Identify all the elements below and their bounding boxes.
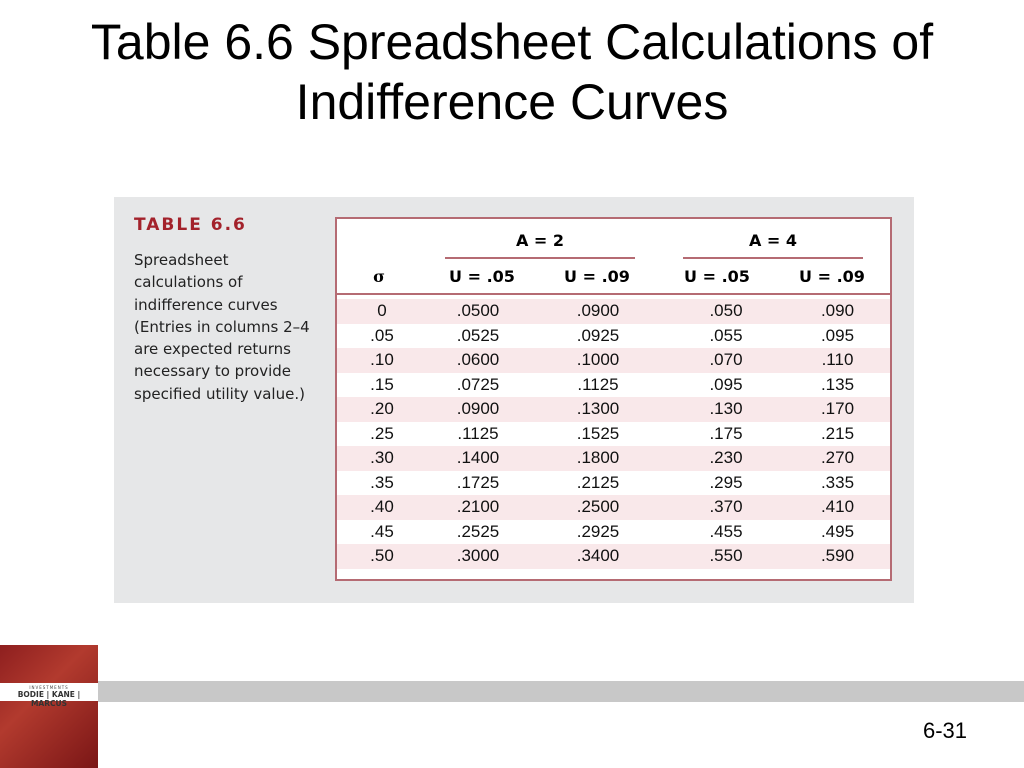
table-cell: .230 [709, 448, 743, 468]
table-cell: .270 [820, 448, 855, 468]
table-label: TABLE 6.6 [134, 215, 247, 235]
slide-title [0, 12, 1024, 132]
table-cell: .0600 [456, 350, 500, 370]
table-cell: .0725 [456, 374, 500, 394]
table-cell: .3400 [576, 546, 620, 566]
table-cell: .1800 [576, 448, 620, 468]
table-cell: 0 [377, 301, 387, 321]
table-cell: .15 [370, 374, 394, 394]
column-header-a4-u09: U = .09 [799, 267, 865, 286]
table-cell: .30 [370, 448, 394, 468]
table-cell: .175 [709, 423, 743, 443]
table-body [337, 299, 890, 569]
table-cell: .335 [820, 472, 855, 492]
table-cell: .090 [820, 301, 855, 321]
table-cell: .3000 [456, 546, 500, 566]
table-cell: .40 [370, 497, 394, 517]
column-header-a4-u05: U = .05 [684, 267, 750, 286]
table-cell: .0900 [456, 399, 500, 419]
table-cell: .590 [820, 546, 855, 566]
table-cell: .10 [370, 350, 394, 370]
table-row [337, 422, 890, 447]
table-figure [114, 197, 914, 603]
table-row [337, 544, 890, 569]
logo-authors: BODIE | KANE | MARCUS [17, 690, 81, 708]
table-row [337, 471, 890, 496]
table-cell: .2525 [456, 521, 500, 541]
table-cell: .1125 [457, 423, 499, 443]
footer-bar [98, 681, 1024, 702]
table-cell: .05 [370, 325, 394, 345]
table-cell: .050 [709, 301, 743, 321]
table-cell: .1000 [576, 350, 620, 370]
table-cell: .455 [709, 521, 743, 541]
table-cell: .170 [820, 399, 855, 419]
table-cell: .2500 [576, 497, 620, 517]
slide-title-line-2: Indifference Curves [295, 74, 729, 130]
table-cell: .550 [709, 546, 743, 566]
table-cell: .295 [709, 472, 743, 492]
table-cell: .0500 [456, 301, 500, 321]
table-row [337, 348, 890, 373]
table-cell: .45 [370, 521, 394, 541]
table-cell: .50 [370, 546, 394, 566]
table-cell: .2125 [576, 472, 620, 492]
logo-band [0, 683, 98, 708]
header-rule [337, 293, 890, 295]
table-cell: .215 [820, 423, 855, 443]
book-logo [0, 645, 98, 768]
table-caption-text: Spreadsheet calculations of indifference curves (Entries in columns 2–4 are expected returns necessary to provide specified utility value.) [134, 251, 310, 403]
table-row [337, 373, 890, 398]
column-header-a2-u05: U = .05 [449, 267, 515, 286]
table-cell: .20 [370, 399, 394, 419]
table-row [337, 324, 890, 349]
data-table [335, 217, 892, 581]
table-cell: .1525 [576, 423, 620, 443]
slide-title-line-1: Table 6.6 Spreadsheet Calculations of [90, 14, 934, 70]
table-cell: .095 [709, 374, 743, 394]
column-header-a2-u09: U = .09 [564, 267, 630, 286]
table-row [337, 446, 890, 471]
group-header-a4: A = 4 [683, 231, 863, 259]
table-cell: .0525 [456, 325, 500, 345]
table-cell: .095 [820, 325, 855, 345]
table-cell: .130 [709, 399, 743, 419]
table-cell: .1725 [456, 472, 500, 492]
table-cell: .495 [820, 521, 855, 541]
table-cell: .1300 [576, 399, 620, 419]
table-caption [134, 215, 316, 405]
group-header-a2: A = 2 [445, 231, 635, 259]
table-row [337, 495, 890, 520]
table-cell: .0900 [576, 301, 620, 321]
table-row [337, 520, 890, 545]
slide-number: 6-31 [922, 718, 968, 743]
table-row [337, 299, 890, 324]
table-cell: .070 [709, 350, 743, 370]
table-cell: .25 [370, 423, 394, 443]
table-cell: .055 [709, 325, 743, 345]
table-cell: .410 [820, 497, 855, 517]
logo-subtitle: INVESTMENTS [29, 685, 69, 690]
table-cell: .0925 [576, 325, 620, 345]
table-cell: .1400 [456, 448, 500, 468]
table-cell: .1125 [577, 374, 619, 394]
table-cell: .370 [709, 497, 743, 517]
column-header-sigma: σ [373, 267, 385, 286]
table-cell: .2925 [576, 521, 620, 541]
table-cell: .2100 [456, 497, 500, 517]
table-cell: .110 [821, 350, 854, 370]
table-cell: .35 [370, 472, 394, 492]
table-cell: .135 [820, 374, 855, 394]
table-row [337, 397, 890, 422]
